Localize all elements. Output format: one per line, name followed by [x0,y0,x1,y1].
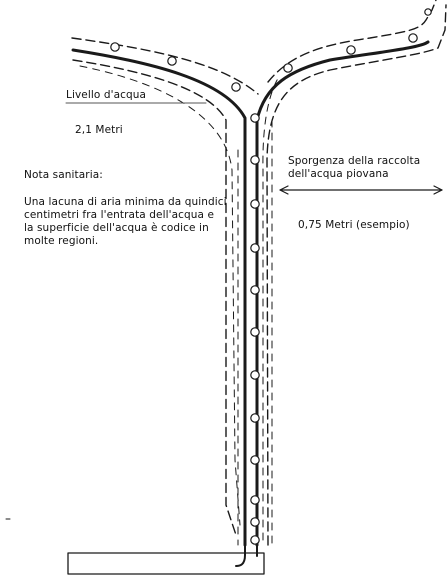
pipe-fixing [251,518,259,526]
overhang-label: Sporgenza della raccolta dell'acqua piovana [288,155,421,180]
pipe-fixing [284,64,292,72]
pipe-fixing [251,328,259,336]
pipe-fixing [251,286,259,294]
pipe-fixing [409,34,417,42]
pipe-fixing [232,83,240,91]
pipe-fixing [251,156,259,164]
pipe-fixing [425,9,431,15]
right-branch-outline-inner [263,75,280,540]
pipe-fixing [251,536,259,544]
overhang-value: 0,75 Metri (esempio) [298,219,410,231]
pipe-fixing [251,200,259,208]
right-branch-pipe [257,42,428,545]
sanitary-note-title: Nota sanitaria: [24,169,103,181]
pipe-fixing [251,114,259,122]
pipe-fixing [251,414,259,422]
left-branch-outline-upper [72,38,258,94]
sanitary-note-body: Una lacuna di aria minima da quindici centimetri fra l'entrata dell'acqua e la superficie dell'acqua è codice in molte regioni. [24,196,227,247]
pipe-fixing [168,57,176,65]
pipe-fixing [111,43,119,51]
pipe-fixing [251,244,259,252]
pipe-fixing [251,496,259,504]
pipe-fixing [347,46,355,54]
pipe-fixing [251,371,259,379]
right-branch-outline-lower [267,5,446,545]
water-level-value: 2,1 Metri [75,124,123,136]
tank-base [68,553,264,574]
water-level-label: Livello d'acqua [66,89,147,101]
pipe-fixing [251,456,259,464]
